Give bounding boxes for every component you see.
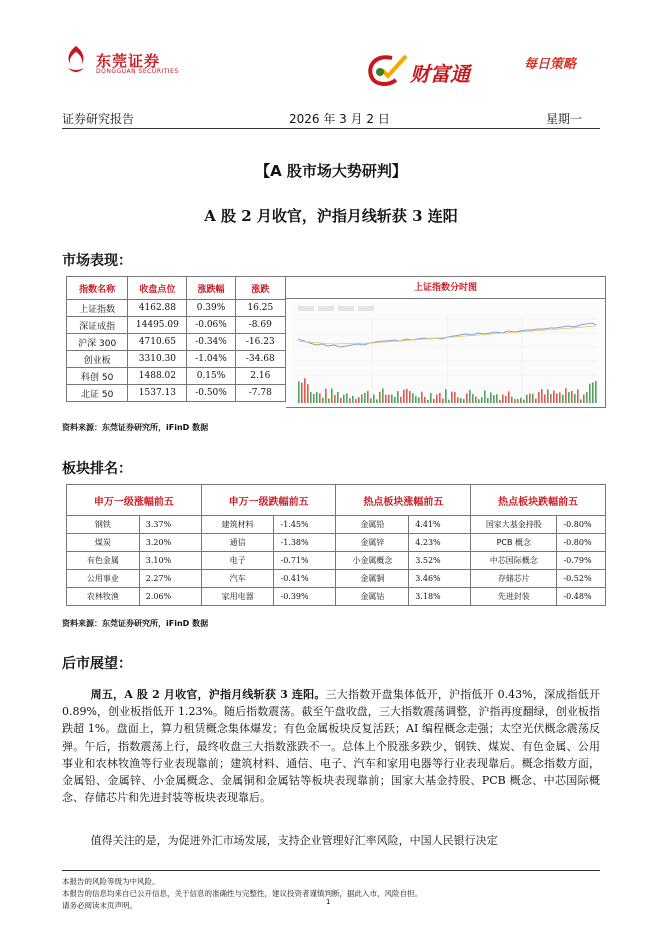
volume-bar: [571, 391, 573, 403]
market-heading: 市场表现：: [62, 253, 132, 269]
volume-bar: [595, 381, 597, 403]
volume-bar: [367, 391, 369, 403]
page-title: 【A 股市场大势研判】: [255, 162, 407, 180]
col-header: 指数名称: [67, 277, 128, 300]
volume-bar: [451, 392, 453, 403]
page-subtitle: A 股 2 月收官，沪指月线斩获 3 连阳: [204, 207, 458, 225]
sector-value: 4.23%: [409, 534, 471, 552]
volume-bar: [550, 394, 552, 403]
index-close: 3310.30: [128, 351, 187, 368]
volume-bar: [412, 393, 414, 403]
index-chg: -34.68: [235, 351, 285, 368]
index-name: 科创 50: [67, 368, 128, 385]
volume-bar: [574, 394, 576, 403]
volume-bar: [319, 393, 321, 403]
volume-bar: [337, 392, 339, 403]
col-header: 收盘点位: [128, 277, 187, 300]
volume-bar: [562, 395, 564, 403]
volume-bar: [463, 399, 465, 403]
caifutong-logo-icon: [362, 52, 412, 88]
volume-bar: [541, 389, 543, 403]
index-pct: -0.06%: [187, 317, 235, 334]
volume-bar: [322, 398, 324, 403]
outlook-paragraph-1: [62, 686, 600, 806]
index-name: 北证 50: [67, 385, 128, 402]
volume-bar: [511, 397, 513, 403]
sector-value: -0.52%: [557, 570, 606, 588]
sector-value: 3.10%: [139, 552, 201, 570]
index-chg: -7.78: [235, 385, 285, 402]
sector-value: -1.45%: [274, 516, 336, 534]
volume-bar: [514, 399, 516, 403]
volume-bar: [388, 395, 390, 403]
index-chg: 2.16: [235, 368, 285, 385]
volume-bar: [559, 392, 561, 403]
volume-bar: [397, 391, 399, 403]
sector-value: 3.37%: [139, 516, 201, 534]
logo-cn-text: 东莞证券: [96, 52, 161, 70]
footer-risk-level: 本报告的风险等级为中风险。: [62, 877, 160, 886]
volume-bar: [544, 394, 546, 403]
volume-bar: [349, 398, 351, 403]
outlook-heading: 后市展望：: [62, 656, 132, 672]
volume-bar: [457, 397, 459, 403]
sector-name: 煤炭: [67, 534, 140, 552]
index-name: 沪深 300: [67, 334, 128, 351]
volume-bar: [520, 398, 522, 403]
sector-value: 3.52%: [409, 552, 471, 570]
col-header: 涨跌: [235, 277, 285, 300]
index-name: 创业板: [67, 351, 128, 368]
intraday-chart-panel: [286, 276, 606, 408]
volume-bar: [328, 399, 330, 403]
volume-bar: [298, 381, 300, 403]
volume-bar: [526, 395, 528, 403]
table-row: [67, 570, 606, 588]
volume-bar: [370, 398, 372, 403]
volume-bar: [379, 392, 381, 403]
volume-bar: [460, 398, 462, 403]
logo-en-text: DONGGUAN SECURITIES: [96, 68, 179, 75]
volume-bar: [316, 392, 318, 403]
footer-divider: [62, 870, 600, 871]
index-close: 14495.09: [128, 317, 187, 334]
volume-bar: [454, 392, 456, 403]
volume-bar: [436, 395, 438, 403]
page-number: 1: [326, 898, 331, 906]
index-close: 4162.88: [128, 300, 187, 317]
sector-value: -0.80%: [557, 534, 606, 552]
volume-bar: [568, 392, 570, 403]
sector-name: 中芯国际概念: [471, 552, 557, 570]
table-row: [67, 300, 286, 317]
market-source: 资料来源：东莞证券研究所，iFinD 数据: [62, 423, 209, 432]
report-weekday: 星期一: [546, 112, 583, 126]
sector-name: 建筑材料: [201, 516, 274, 534]
volume-bar: [409, 391, 411, 403]
table-row: [67, 516, 606, 534]
volume-bar: [472, 394, 474, 403]
index-chg: 16.25: [235, 300, 285, 317]
volume-bar: [496, 394, 498, 403]
volume-bar: [529, 394, 531, 403]
volume-bar: [400, 397, 402, 403]
table-row: [67, 317, 286, 334]
brand-name: 财富通: [410, 62, 470, 86]
volume-bar: [325, 389, 327, 403]
table-row: [67, 334, 286, 351]
volume-bar: [565, 388, 567, 403]
volume-bar: [448, 400, 450, 403]
volume-bar: [334, 395, 336, 403]
volume-bar: [445, 389, 447, 403]
volume-bar: [523, 400, 525, 403]
col-header: 申万一级跌幅前五: [201, 485, 336, 516]
sector-value: -0.41%: [274, 570, 336, 588]
col-header: 涨跌幅: [187, 277, 235, 300]
sector-name: 小金属概念: [336, 552, 409, 570]
sector-name: 金属钴: [336, 588, 409, 606]
volume-bar: [424, 397, 426, 403]
volume-bar: [376, 399, 378, 403]
volume-bar: [502, 395, 504, 403]
sector-value: -1.38%: [274, 534, 336, 552]
volume-bar: [577, 389, 579, 403]
volume-bar: [340, 398, 342, 403]
volume-bar: [586, 392, 588, 403]
volume-bar: [517, 399, 519, 403]
volume-bar: [421, 392, 423, 403]
table-row: [67, 552, 606, 570]
sectors-heading: 板块排名：: [62, 461, 132, 477]
sector-value: -0.80%: [557, 516, 606, 534]
volume-bar: [430, 393, 432, 403]
intraday-chart-image: [292, 303, 600, 407]
volume-bar: [358, 397, 360, 403]
index-chg: -16.23: [235, 334, 285, 351]
volume-bar: [505, 396, 507, 403]
sector-value: 3.18%: [409, 588, 471, 606]
volume-bar: [433, 399, 435, 403]
volume-bar: [535, 399, 537, 403]
volume-bar: [310, 392, 312, 403]
sector-name: 家用电器: [201, 588, 274, 606]
index-pct: -0.34%: [187, 334, 235, 351]
volume-bar: [331, 389, 333, 403]
volume-bar: [580, 399, 582, 403]
volume-bar: [352, 396, 354, 403]
table-row: [67, 351, 286, 368]
outlook-body: 三大指数开盘集体低开，沪指低开 0.43%，深成指低开 0.89%，创业板指低开 1.23%。随后指数震荡。截至午盘收盘，三大指数震荡调整，沪指再度翻绿，创业板指跌超 1%。盘面上，算力租赁概念集体爆发；有色金属板块反复活跃；AI 编程概念走强；太空光伏概念震荡反弹。午后，指数震荡上行，最终收盘三大指数涨跌不一。总体上个股涨多跌少，钢铁、煤炭、有色金属、公用事业和农林牧渔等行业表现靠前；建筑材料、通信、电子、汽车和家用电器等行业表现靠后。概念指数方面，金属铅、金属锌、小金属概念、金属铜和金属钴等板块表现靠前；国家大基金持股、PCB 概念、中芯国际概念、存储芯片和先进封装等板块表现靠后。: [62, 688, 600, 805]
volume-bar: [592, 382, 594, 403]
sector-value: 2.27%: [139, 570, 201, 588]
sector-value: -0.79%: [557, 552, 606, 570]
volume-bar: [394, 397, 396, 403]
volume-bar: [301, 383, 303, 403]
volume-bar: [475, 397, 477, 403]
table-row: [67, 368, 286, 385]
sector-name: 金属锌: [336, 534, 409, 552]
sector-value: -0.39%: [274, 588, 336, 606]
sector-name: 钢铁: [67, 516, 140, 534]
volume-bar: [556, 393, 558, 403]
index-pct: 0.39%: [187, 300, 235, 317]
sector-name: 农林牧渔: [67, 588, 140, 606]
table-row: [67, 588, 606, 606]
sector-name: 电子: [201, 552, 274, 570]
sector-name: 公用事业: [67, 570, 140, 588]
sector-value: 4.41%: [409, 516, 471, 534]
footer-disclaimer: 本报告的信息均来自已公开信息，关于信息的准确性与完整性，建议投资者谨慎判断，据此入市，风险自担。: [62, 889, 422, 898]
sector-name: 金属铅: [336, 516, 409, 534]
volume-bar: [532, 394, 534, 403]
volume-bar: [346, 393, 348, 403]
sector-name: PCB 概念: [471, 534, 557, 552]
sector-table: [66, 484, 606, 606]
volume-bar: [403, 390, 405, 403]
volume-bar: [484, 391, 486, 403]
sector-value: 2.06%: [139, 588, 201, 606]
volume-bar: [538, 392, 540, 403]
volume-bar: [487, 398, 489, 403]
col-header: 申万一级涨幅前五: [67, 485, 202, 516]
volume-bar: [304, 378, 306, 403]
sector-name: 存储芯片: [471, 570, 557, 588]
volume-bar: [508, 391, 510, 403]
sectors-source: 资料来源：东莞证券研究所，iFinD 数据: [62, 619, 209, 628]
volume-bar: [499, 400, 501, 403]
index-pct: -1.04%: [187, 351, 235, 368]
index-pct: -0.50%: [187, 385, 235, 402]
sector-value: -0.71%: [274, 552, 336, 570]
volume-bar: [442, 398, 444, 403]
volume-bar: [343, 395, 345, 403]
footer-notice: 请务必阅读末页声明。: [62, 901, 137, 910]
intraday-chart-title: 上证指数分时图: [286, 277, 605, 299]
volume-bar: [469, 390, 471, 403]
volume-bar: [553, 391, 555, 403]
volume-bar: [415, 396, 417, 403]
volume-bar: [583, 394, 585, 403]
index-close: 1537.13: [128, 385, 187, 402]
volume-bar: [439, 393, 441, 403]
index-close: 4710.65: [128, 334, 187, 351]
sector-name: 汽车: [201, 570, 274, 588]
sector-name: 金属铜: [336, 570, 409, 588]
volume-bar: [355, 399, 357, 403]
outlook-paragraph-2: 值得关注的是，为促进外汇市场发展，支持企业管理好汇率风险，中国人民银行决定: [90, 834, 498, 847]
report-type: 证券研究报告: [62, 112, 135, 126]
volume-bar: [589, 384, 591, 403]
market-table: [66, 276, 286, 402]
table-row: [67, 534, 606, 552]
sector-name: 通信: [201, 534, 274, 552]
volume-bar: [490, 393, 492, 403]
sector-name: 先进封装: [471, 588, 557, 606]
volume-bar: [547, 389, 549, 403]
sector-value: -0.48%: [557, 588, 606, 606]
volume-bar: [382, 389, 384, 403]
volume-bar: [373, 395, 375, 403]
volume-bar: [364, 393, 366, 403]
index-chg: -8.69: [235, 317, 285, 334]
volume-bar: [493, 395, 495, 403]
header-divider: [62, 128, 600, 129]
volume-bar: [406, 389, 408, 403]
volume-bar: [361, 394, 363, 403]
sector-value: 3.20%: [139, 534, 201, 552]
table-row: [67, 385, 286, 402]
volume-bar: [478, 399, 480, 403]
volume-bar: [466, 394, 468, 403]
volume-bar: [481, 397, 483, 403]
sector-name: 国家大基金持股: [471, 516, 557, 534]
col-header: 热点板块跌幅前五: [471, 485, 606, 516]
report-date: 2026 年 3 月 2 日: [289, 112, 390, 126]
index-name: 上证指数: [67, 300, 128, 317]
sector-name: 有色金属: [67, 552, 140, 570]
volume-bar: [418, 397, 420, 403]
index-pct: 0.15%: [187, 368, 235, 385]
volume-bar: [391, 395, 393, 403]
brand-subtitle: 每日策略: [523, 57, 576, 72]
volume-bar: [427, 400, 429, 403]
col-header: 热点板块涨幅前五: [336, 485, 471, 516]
index-close: 1488.02: [128, 368, 187, 385]
volume-bar: [307, 384, 309, 403]
dongguan-logo-icon: [62, 44, 90, 76]
volume-bar: [313, 394, 315, 403]
volume-bar: [385, 395, 387, 403]
sector-value: 3.46%: [409, 570, 471, 588]
outlook-lead: 周五，A 股 2 月收官，沪指月线斩获 3 连阳。: [90, 688, 326, 701]
index-name: 深证成指: [67, 317, 128, 334]
